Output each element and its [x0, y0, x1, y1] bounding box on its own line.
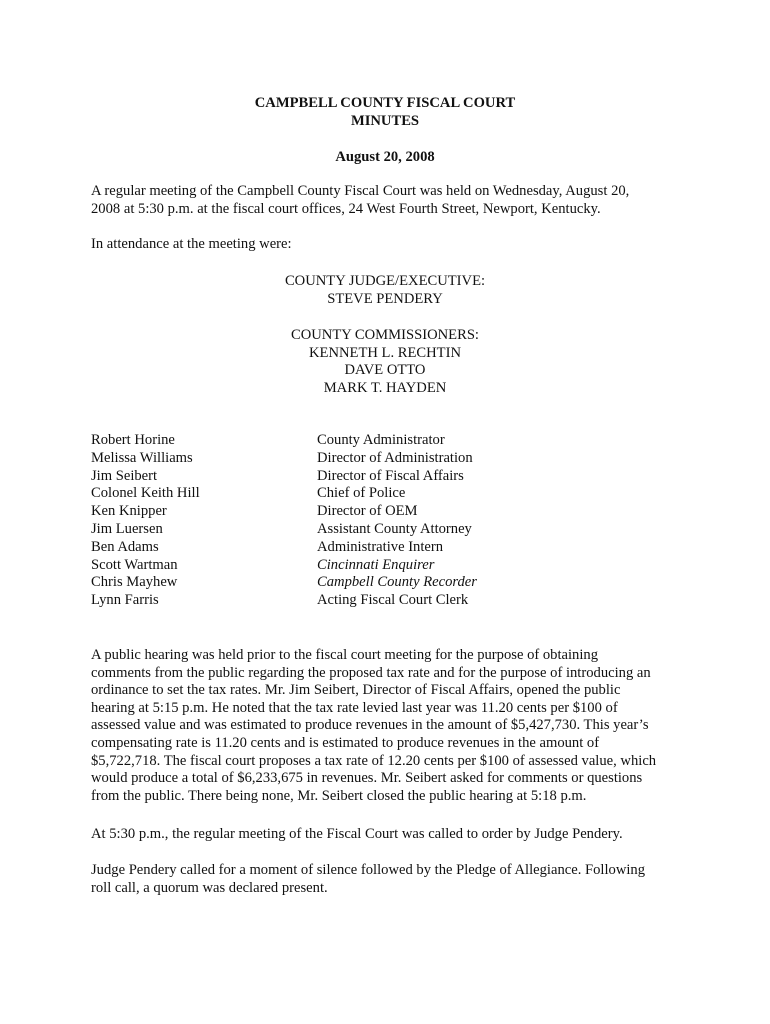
meeting-date: August 20, 2008 — [335, 149, 435, 165]
staff-row — [91, 521, 691, 539]
staff-title: Director of OEM — [317, 503, 418, 520]
staff-name: Jim Luersen — [91, 520, 163, 537]
staff-title: Director of Administration — [317, 449, 473, 466]
staff-name: Robert Horine — [91, 432, 175, 448]
commissioners-heading: COUNTY COMMISSIONERS: — [291, 327, 479, 343]
paragraph-line: assessed value and was estimated to produce revenues in the amount of $5,427,730. This year’s — [91, 717, 649, 734]
intro-line: A regular meeting of the Campbell County Fiscal Court was held on Wednesday, August 20, — [91, 183, 630, 199]
paragraph-line: Judge Pendery called for a moment of silence followed by the Pledge of Allegiance. Following — [91, 862, 646, 878]
staff-row — [91, 503, 691, 521]
paragraph-line: roll call, a quorum was declared present. — [91, 879, 328, 896]
paragraph-line: comments from the public regarding the proposed tax rate and for the purpose of introducing an — [91, 664, 651, 681]
staff-title: Administrative Intern — [317, 538, 444, 555]
intro-line: 2008 at 5:30 p.m. at the fiscal court offices, 24 West Fourth Street, Newport, Kentucky. — [91, 200, 601, 217]
staff-row — [91, 574, 691, 592]
attendance-intro: In attendance at the meeting were: — [91, 236, 292, 252]
staff-title: Chief of Police — [317, 485, 406, 502]
staff-name: Scott Wartman — [91, 556, 178, 573]
staff-name: Chris Mayhew — [91, 574, 178, 591]
staff-title: County Administrator — [317, 432, 445, 448]
staff-title: Director of Fiscal Affairs — [317, 467, 464, 484]
staff-name: Ken Knipper — [91, 503, 167, 520]
staff-name: Lynn Farris — [91, 592, 159, 609]
staff-row — [91, 468, 691, 486]
staff-title: Cincinnati Enquirer — [317, 556, 435, 573]
paragraph-line: A public hearing was held prior to the fiscal court meeting for the purpose of obtaining — [91, 647, 598, 663]
commissioner-name: DAVE OTTO — [344, 362, 426, 378]
staff-title: Campbell County Recorder — [317, 574, 477, 591]
judge-name: STEVE PENDERY — [327, 291, 443, 307]
call-to-order-paragraph: At 5:30 p.m., the regular meeting of the Fiscal Court was called to order by Judge Pendery. — [91, 826, 623, 842]
paragraph-line: ordinance to set the tax rates. Mr. Jim Seibert, Director of Fiscal Affairs, opened the public — [91, 682, 621, 699]
commissioner-name: MARK T. HAYDEN — [323, 380, 447, 396]
staff-name: Melissa Williams — [91, 449, 193, 466]
staff-row — [91, 432, 691, 450]
staff-name: Colonel Keith Hill — [91, 485, 200, 502]
staff-name: Ben Adams — [91, 538, 159, 555]
paragraph-line: hearing at 5:15 p.m. He noted that the tax rate levied last year was 11.20 cents per $100 of — [91, 699, 618, 716]
staff-name: Jim Seibert — [91, 467, 158, 484]
paragraph-line: from the public. There being none, Mr. Seibert closed the public hearing at 5:18 p.m. — [91, 787, 587, 804]
staff-row — [91, 485, 691, 503]
paragraph-line: $5,722,718. The fiscal court proposes a tax rate of 12.20 cents per $100 of assessed value, which — [91, 752, 657, 769]
staff-list — [91, 432, 691, 610]
staff-row — [91, 592, 691, 610]
hearing-paragraph — [91, 647, 691, 805]
intro-paragraph — [91, 183, 691, 218]
pledge-paragraph — [91, 862, 691, 897]
staff-row — [91, 450, 691, 468]
staff-title: Acting Fiscal Court Clerk — [317, 592, 469, 609]
staff-row — [91, 539, 691, 557]
commissioner-name: KENNETH L. RECHTIN — [309, 345, 461, 361]
document-title: CAMPBELL COUNTY FISCAL COURT — [254, 95, 516, 111]
paragraph-line: would produce a total of $6,233,675 in revenues. Mr. Seibert asked for comments or questions — [91, 770, 643, 787]
staff-row — [91, 557, 691, 575]
staff-title: Assistant County Attorney — [317, 520, 472, 537]
paragraph-line: compensating rate is 11.20 cents and is estimated to produce revenues in the amount of — [91, 734, 600, 751]
judge-heading: COUNTY JUDGE/EXECUTIVE: — [284, 273, 486, 289]
document-subtitle: MINUTES — [350, 113, 420, 129]
